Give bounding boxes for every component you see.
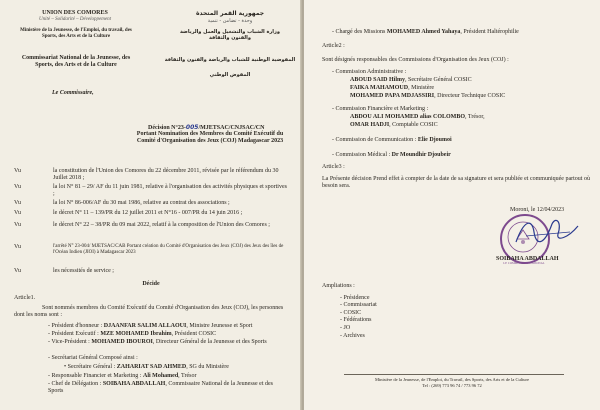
ampliation-item: - Présidence	[340, 295, 370, 301]
member-role: Président Exécutif :	[51, 331, 101, 337]
member-item: - Président d'honneur : DJAANFAR SALIM ALLAOUI, Ministre Jeunesse et Sport	[48, 323, 253, 329]
ampliation-item: - JO	[340, 325, 351, 331]
decision-title-line3: Comité d'Organisation des Jeux (COJ) Madagascar 2023	[136, 138, 284, 144]
commission-medical: - Commission Médical : Dr Moundhir Djoubeir	[332, 152, 451, 158]
member-name: MOHAMED IBOUROI	[91, 339, 153, 345]
article3-title: Article3 :	[322, 164, 345, 170]
commissaire-fr: Le Commissaire,	[52, 90, 94, 96]
person-name: FAIKA MAHAMOUD	[350, 85, 409, 91]
vu-label: Vu	[14, 222, 21, 228]
vu-text: la loi N° 81 – 29/ AF du 11 juin 1981, relative à l'organisation des activités physiques et sportives ;	[53, 184, 287, 197]
member-item: - Secrétariat Général Composé ainsi :	[48, 355, 138, 361]
member-detail: , Commissaire National de la Jeunesse et des Sports	[48, 381, 273, 394]
secretariat-item: • Secrétaire Général : ZAHARIAT SAD AHMED, SG du Ministère	[64, 364, 229, 370]
decision-title-line2: Portant Nomination des Membres du Comité Exécutif du	[136, 131, 284, 137]
vu-label: Vu	[14, 200, 21, 206]
member-detail: , SG du Ministère	[186, 364, 229, 370]
motto-fr: Unité – Solidarité – Développement	[39, 17, 111, 22]
decision-number-prefix: Décision N°23-	[148, 125, 186, 131]
article1-intro: Sont nommés membres du Comité Exécutif du Comité d'Organisation des Jeux (COJ), les personnes dont les noms sont :	[14, 305, 284, 318]
ampliation-text: JO	[343, 325, 351, 331]
article3-text: La Présente décision Prend effet à compter de la date de sa signature et sera publiée et communiquée partout où besoin sera.	[322, 176, 590, 189]
commission-person	[350, 114, 485, 121]
missions-line: - Chargé des Missions MOHAMED Ahmed Yahaya, Président Haltérophilie	[332, 29, 519, 35]
ministry-fr: Ministère de la Jeunesse, de l'Emploi, du travail, des Sports, des Arts et de la Culture	[20, 28, 132, 39]
person-name: ABDOU ALI MOHAMED alias COLOMBO	[350, 114, 466, 120]
commission-title-text: Commission Financière et Marketing :	[335, 106, 429, 112]
vu-text: le décret N° 22 – 38/PR du 09 mai 2022, relatif à la composition de l'Union des Comores ;	[53, 222, 270, 228]
commission-title: - Commission Administrative :	[332, 69, 407, 75]
vu-label: Vu	[14, 184, 21, 190]
commissariat-fr: Commissariat National de la Jeunesse, des Sports, des Arts et de la Culture	[21, 55, 131, 68]
person-role: , Ministère	[408, 85, 435, 91]
ampliations-title: Ampliations :	[322, 283, 355, 289]
ampliation-text: Archives	[343, 333, 365, 339]
person-role: , Comptable COSIC	[389, 122, 438, 128]
article2-intro: Sont désignés responsables des Commissions d'Organisation des Jeux (COJ) :	[322, 57, 509, 63]
person-name: MOHAMED PAPA MDJASSIRI	[350, 93, 435, 99]
ministry-ar: وزارة الشباب والتشغيل والعمل والرياضة والفنون والثقافة	[179, 29, 281, 41]
ampliation-item: - Fédérations	[340, 317, 372, 323]
member-name: Ali Mohamed	[142, 373, 179, 379]
member-role: Chef de Délégation :	[51, 381, 103, 387]
member-item: - Chef de Délégation : SOIBAHA ABDALLAH, Commissaire National de la Jeunesse et des Sports	[48, 381, 273, 394]
member-item: - Responsable Financier et Marketing : Ali Mohamed, Trésor	[48, 373, 197, 379]
person-role: , Trésor,	[465, 114, 485, 120]
missions-name: MOHAMED Ahmed Yahaya	[386, 29, 461, 35]
person-name: ABOUD SAID Hilmy	[350, 77, 406, 83]
commission-communication: - Commission de Communication : Elie Djoumoi	[332, 137, 452, 143]
vu-text: le décret N° 11 – 139/PR du 12 juillet 2011 et N°16 - 007/PR du 14 juin 2016 ;	[53, 210, 243, 216]
person-role: , Directeur Technique COSIC	[434, 93, 506, 99]
member-item: - Vice-Président : MOHAMED IBOUROI, Directeur Général de la Jeunesse et des Sports	[48, 339, 267, 345]
vu-label: Vu	[14, 268, 21, 274]
vu-text: l'arrêté N° 23-004/ MJETSAC/CAB Portant création du Comité d'Organisation des Jeux (COJ) des Jeux des îles de l'Océan Indien (JIOI) à Madagascar 2023	[53, 244, 284, 255]
member-detail: , Directeur Général de la Jeunesse et des Sports	[152, 339, 267, 345]
member-name: DJAANFAR SALIM ALLAOUI	[103, 323, 187, 329]
article1-title: Article1.	[14, 295, 36, 301]
vu-text: les nécessités de service ;	[53, 268, 114, 274]
commission-person	[350, 122, 438, 129]
commission-person	[350, 93, 505, 100]
seal-text: LE COMMISSAIRE NATIONAL	[503, 261, 545, 265]
person-role: , Secrétaire Général COSIC	[405, 77, 472, 83]
commissaire-ar: المفوض الوطني	[209, 72, 251, 78]
member-role: Responsable Financier et Marketing :	[51, 373, 143, 379]
member-role: Secrétariat Général Composé ainsi :	[51, 355, 138, 361]
ampliation-item: - Archives	[340, 333, 365, 339]
footer-phone: Tel : (269) 773 96 74 / 773 96 72	[422, 383, 482, 388]
vu-label: Vu	[14, 210, 21, 216]
ampliation-item: - COSIC	[340, 310, 362, 316]
commissariat-ar: المفوضية الوطنية للشباب والرياضة والفنون والثقافة	[164, 57, 296, 63]
decision-number-handwritten: 005	[185, 124, 199, 131]
signatory-name: SOIBAHA ABDALLAH	[496, 256, 559, 262]
footer-ministry: Ministère de la Jeunesse, de l'Emploi, du Travail, des Sports, des Arts et de la Culture	[375, 377, 529, 382]
member-detail: , Trésor	[178, 373, 197, 379]
commission-title: - Commission Financière et Marketing :	[332, 106, 429, 112]
decide-heading: Décide	[142, 281, 160, 287]
member-name: ZAHARIAT SAD AHMED	[116, 364, 187, 370]
member-detail: , Président COSIC	[171, 331, 217, 337]
vu-text: la constitution de l'Union des Comores du 22 décembre 2011, révisée par le référendum du 30 Juillet 2018 ;	[53, 168, 279, 181]
ampliation-text: Commissariat	[343, 302, 377, 308]
ampliation-text: Fédérations	[343, 317, 372, 323]
ampliation-text: Présidence	[343, 295, 370, 301]
article2-title: Article2 :	[322, 43, 345, 49]
person-name: OMAR HADJI	[350, 122, 390, 128]
member-role: Secrétaire Général :	[67, 364, 117, 370]
vu-label: Vu	[14, 168, 21, 174]
commission-person	[350, 85, 434, 92]
person-name: Dr Moundhir Djoubeir	[391, 152, 451, 158]
footer-rule	[344, 374, 564, 375]
ampliation-text: COSIC	[343, 310, 362, 316]
union-title-fr: UNION DES COMORES	[42, 10, 108, 16]
vu-label: Vu	[14, 244, 21, 250]
signature-icon	[512, 212, 582, 252]
commission-label: Commission Médical :	[335, 152, 392, 158]
member-role: Président d'honneur :	[51, 323, 104, 329]
union-title-ar: جمهورية القمر المتحدة	[195, 10, 265, 17]
commission-title-text: Commission Administrative :	[335, 69, 407, 75]
commission-person	[350, 77, 472, 84]
right-page	[304, 0, 600, 410]
member-item: - Président Exécutif : MZE MOHAMED Ibrahim, Président COSIC	[48, 331, 217, 337]
vu-text: la loi N° 86-006/AF du 30 mai 1986, relative au contrat des associations ;	[53, 200, 230, 206]
decision-number-suffix: /MJETSAC/CNJSAC/CN	[198, 125, 265, 131]
commission-label: Commission de Communication :	[335, 137, 418, 143]
motto-ar: وحدة - تضامن - تنمية	[207, 18, 253, 24]
member-name: SOIBAHA ABDALLAH	[102, 381, 166, 387]
person-name: Elie Djoumoi	[417, 137, 452, 143]
member-detail: , Ministre Jeunesse et Sport	[186, 323, 253, 329]
place-date: Moroni, le 12/04/2023	[510, 207, 565, 213]
ampliation-item: - Commissariat	[340, 302, 377, 308]
missions-detail: , Président Haltérophilie	[460, 29, 519, 35]
member-name: MZE MOHAMED Ibrahim	[100, 331, 172, 337]
missions-role: Chargé des Missions	[335, 29, 387, 35]
member-role: Vice-Président :	[51, 339, 92, 345]
